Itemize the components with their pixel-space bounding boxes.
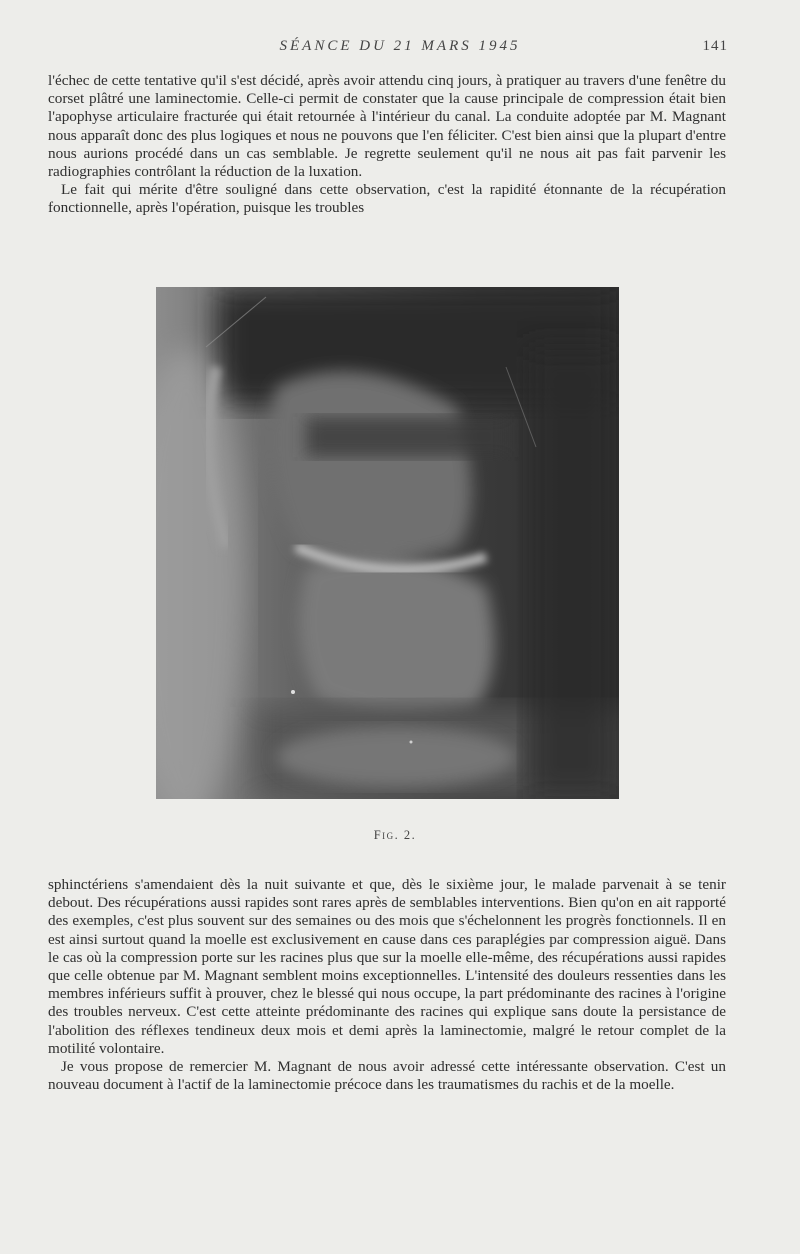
x-ray-figure bbox=[156, 287, 619, 799]
page-number: 141 bbox=[702, 38, 728, 54]
figure-caption: Fig. 2. bbox=[373, 828, 417, 842]
paragraph: sphinctériens s'amendaient dès la nuit suivante et que, dès le sixième jour, le malade parvenait à se tenir debout. Des récupérations aussi rapides sont rares après de semblables interventions. Bien qu'on en ait rapporté des exemples, c'est plus souvent sur des semaines ou des mois que s'échelonnent les progrès fonctionnels. Il en est ainsi surtout quand la moelle est exclusivement en cause dans ces paraplégies par compression aiguë. Dans le cas où la compression porte sur les racines plus que sur la moelle elle-même, des récupérations aussi rapides que celle obtenue par M. Magnant semblent moins exceptionnelles. L'intensité des douleurs ressenties dans les membres inférieurs suffit à prouver, chez le blessé qui nous occupe, la part prédominante des racines à l'origine des troubles nerveux. C'est cette atteinte prédominante des racines qui explique sans doute la persistance de l'abolition des réflexes tendineux deux mois et demi après la laminectomie, malgré le retour complet de la motilité volontaire. bbox=[48, 876, 726, 1057]
x-ray-image bbox=[156, 287, 619, 799]
top-text-block bbox=[48, 72, 726, 218]
bottom-text-block bbox=[48, 876, 726, 1094]
paragraph: l'échec de cette tentative qu'il s'est décidé, après avoir attendu cinq jours, à pratiquer au travers d'une fenêtre du corset plâtré une laminectomie. Celle-ci permit de constater que la cause principale de compression était bien l'apophyse articulaire fracturée qui était retournée à l'intérieur du canal. La conduite adoptée par M. Magnant nous apparaît donc des plus logiques et nous ne pouvons que l'en féliciter. C'est bien ainsi que la plupart d'entre nous aurions procédé dans un cas semblable. Je regrette seulement qu'il ne nous ait pas fait parvenir les radiographies contrôlant la réduction de la luxation. bbox=[48, 72, 726, 181]
paragraph: Je vous propose de remercier M. Magnant de nous avoir adressé cette intéressante observation. C'est un nouveau document à l'actif de la laminectomie précoce dans les traumatismes du rachis et de la moelle. bbox=[48, 1058, 726, 1094]
paragraph: Le fait qui mérite d'être souligné dans cette observation, c'est la rapidité étonnante de la récupération fonctionnelle, après l'opération, puisque les troubles bbox=[48, 181, 726, 217]
page-header bbox=[0, 38, 800, 60]
running-head: SÉANCE DU 21 MARS 1945 bbox=[279, 38, 521, 54]
